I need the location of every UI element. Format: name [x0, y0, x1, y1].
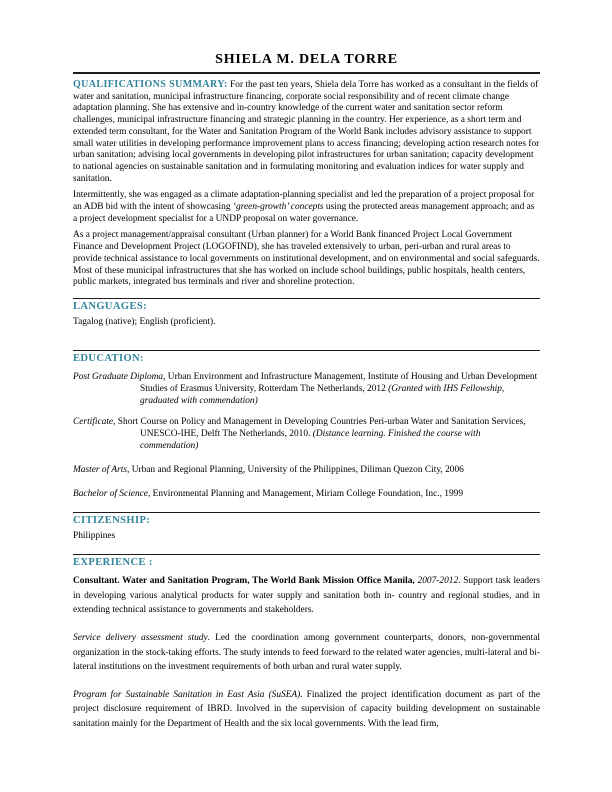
citizenship-divider — [73, 512, 540, 513]
education-entry-bachelors — [73, 488, 540, 500]
title-divider — [73, 72, 540, 74]
degree-note: (Granted with IHS Fellowship, graduated with commendation) — [140, 383, 505, 406]
languages-heading: LANGUAGES: — [73, 300, 148, 312]
qualifications-summary-text: For the past ten years, Shiela dela Torre has worked as a consultant in the fields of water and sanitation, municipal infrastructure financing, corporate social responsibility and of recent climate change adaptation planning. She has extensive and in-country knowledge of the current water and sanitation sector reform challenges, municipal infrastructure financing and strategic planning in the country. Her experience, as a short term and extended term consultant, for the Water and Sanitation Program of the World Bank includes advisory assistance to support small water utilities in developing performance improvement plans to access financing; developing action research notes for urban sanitation; advising local governments in developing pilot infrastructures for urban sanitation; capacity development to national agencies on sustainable sanitation and in formulating monitoring and evaluation indices for water supply and sanitation. — [73, 80, 540, 184]
education-entry-masters — [73, 464, 540, 476]
job-dates-italic: 2007-2012 — [417, 576, 459, 587]
citizenship-text: Philippines — [73, 530, 116, 541]
experience-section — [73, 554, 540, 731]
languages-divider — [73, 298, 540, 299]
citizenship-section — [73, 512, 540, 543]
languages-text: Tagalog (native); English (proficient). — [73, 316, 216, 327]
job-description: . Led the coordination among government counterparts, donors, non-governmental organization in the stock-taking efforts. The study intends to feed forward to the related water agencies, multi-lateral and bi-lateral institutions on the investment requirements of both urban and rural water supply. — [73, 633, 540, 672]
degree-name: Certificate — [73, 416, 114, 427]
experience-job-susea — [73, 688, 540, 731]
education-entry-certificate — [73, 416, 540, 452]
degree-details: , Short Course on Policy and Management in Developing Countries Peri-urban Water and Sanitation Services, UNESCO-IHE, Delft The Netherlands, 2010. — [113, 416, 526, 439]
job-description: . Support task leaders in developing various analytical products for water supply and sanitation both in- country and regional studies, and in extending technical assistance to governments and stakeholders. — [73, 576, 540, 615]
qualifications-summary-paragraph — [73, 79, 540, 185]
summary-2-rest: using the protected areas management approach; and as a project development specialist for a UNDP proposal on water governance. — [73, 202, 535, 224]
job-title-bold: Consultant. Water and Sanitation Program, The World Bank Mission Office Manila, — [73, 576, 418, 587]
education-entry-postgrad — [73, 371, 540, 407]
summary-paragraph-2 — [73, 190, 540, 225]
experience-heading: EXPERIENCE : — [73, 557, 153, 569]
degree-details: , Urban Environment and Infrastructure Management, Institute of Housing and Urban Development Studies of Erasmus University, Rotterdam The Netherlands, 2012 — [140, 371, 538, 394]
page-title: SHIELA M. DELA TORRE — [215, 52, 398, 67]
experience-divider — [73, 554, 540, 555]
education-heading: EDUCATION: — [73, 352, 144, 364]
degree-note: (Distance learning. Finished the course with commendation) — [140, 428, 481, 451]
degree-name: Bachelor of Science — [73, 488, 148, 499]
degree-details: , Environmental Planning and Management, Miriam College Foundation, Inc., 1999 — [147, 488, 464, 499]
qualifications-summary-heading: QUALIFICATIONS SUMMARY: — [73, 79, 228, 90]
experience-job-service-delivery — [73, 631, 540, 674]
citizenship-heading: CITIZENSHIP: — [73, 514, 151, 526]
education-divider — [73, 350, 540, 351]
languages-section — [73, 298, 540, 329]
degree-details: , Urban and Regional Planning, University of the Philippines, Diliman Quezon City, 2006 — [127, 464, 464, 475]
experience-job-consultant — [73, 574, 540, 617]
education-section — [73, 350, 540, 500]
summary-paragraph-3: As a project management/appraisal consultant (Urban planner) for a World Bank financed Project Local Government Finance and Development Project (LOGOFIND), she has traveled extensively to urban, peri-urban and rural areas to provide technical assistance to local governments on institutional development, and on environmental and social safeguards. Most of these municipal infrastructures that she has worked on include school buildings, public hospitals, health centers, public markets, integrated bus terminals and river and shoreline protection. — [73, 230, 540, 288]
degree-name: Post Graduate Diploma — [73, 371, 164, 382]
summary-2-lead: Intermittently, she was engaged as a climate adaptation-planning specialist and led the preparation of a project proposal for an ADB bid with the intent of showcasing — [73, 190, 535, 213]
degree-name: Master of Arts — [73, 464, 127, 475]
project-name-italic: Program for Sustainable Sanitation in East Asia (SuSEA) — [73, 690, 301, 701]
green-growth-concepts-italic: ‘green-growth’ concepts — [232, 202, 324, 213]
job-description: . Finalized the project identification document as part of the project disclosure requirement of IBRD. Involved in the supervision of capacity building development on sustainable sanitation mainly for the Department of Health and the six local governments. With the lead firm, — [73, 690, 540, 729]
project-name-italic: Service delivery assessment study — [73, 633, 208, 644]
